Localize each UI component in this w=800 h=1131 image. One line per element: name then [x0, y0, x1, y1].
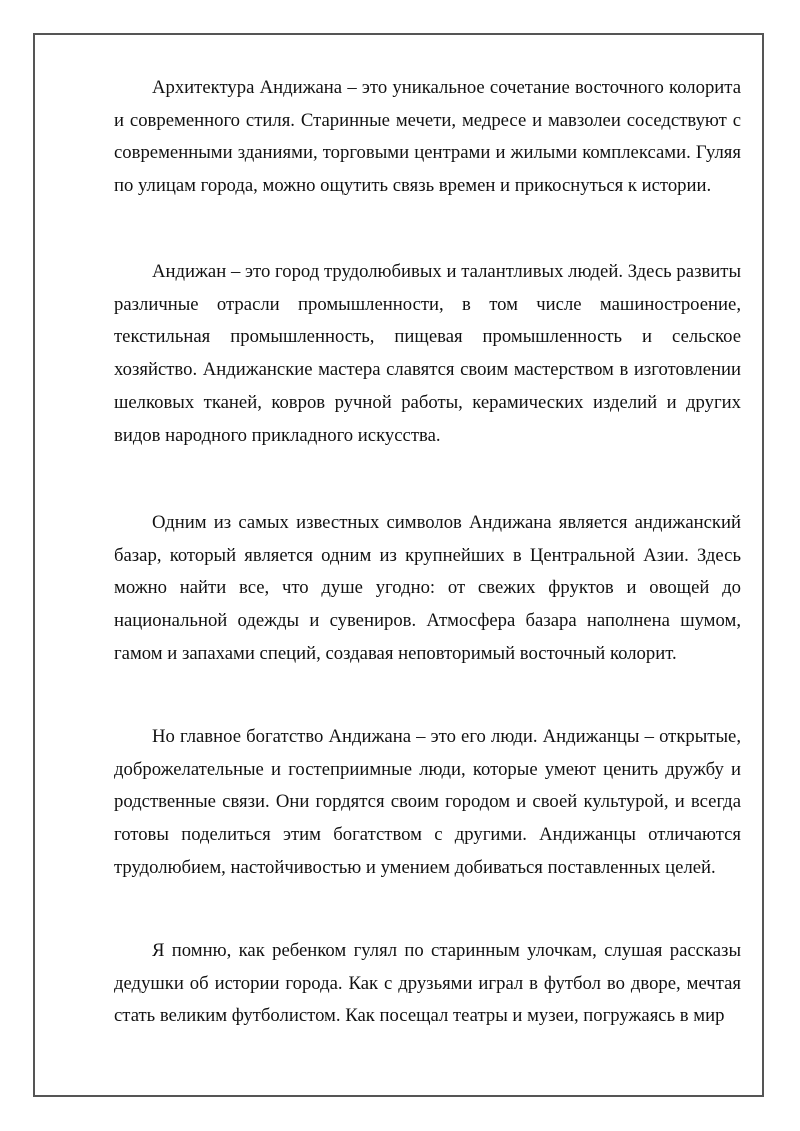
- paragraph-bazaar: Одним из самых известных символов Андижана является андижанский базар, который является одним из крупнейших в Центральной Азии. Здесь можно найти все, что душе угодно: от свежих фруктов и овощей до национальной одежды и сувениров. Атмосфера базара наполнена шумом, гамом и запахами специй, создавая неповторимый восточный колорит.: [114, 512, 741, 664]
- paragraph-people: Но главное богатство Андижана – это его люди. Андижанцы – открытые, доброжелательные и гостеприимные люди, которые умеют ценить дружбу и родственные связи. Они гордятся своим городом и своей культурой, и всегда готовы поделиться этим богатством с другими. Андижанцы отличаются трудолюбием, настойчивостью и умением добиваться поставленных целей.: [114, 726, 741, 878]
- paragraph-industry: Андижан – это город трудолюбивых и талантливых людей. Здесь развиты различные отрасли промышленности, в том числе машиностроение, текстильная промышленность, пищевая промышленность и сельское хозяйство. Андижанские мастера славятся своим мастерством в изготовлении шелковых тканей, ковров ручной работы, керамических изделий и других видов народного прикладного искусства.: [114, 261, 741, 446]
- paragraph-architecture: Архитектура Андижана – это уникальное сочетание восточного колорита и современного стиля. Старинные мечети, медресе и мавзолеи соседствуют с современными зданиями, торговыми центрами и жилыми комплексами. Гуляя по улицам города, можно ощутить связь времен и прикоснуться к истории.: [114, 77, 741, 197]
- paragraph-memories: Я помню, как ребенком гулял по старинным улочкам, слушая рассказы дедушки об истории города. Как с друзьями играл в футбол во дворе, мечтая стать великим футболистом. Как посещал театры и музеи, погружаясь в мир: [114, 940, 741, 1027]
